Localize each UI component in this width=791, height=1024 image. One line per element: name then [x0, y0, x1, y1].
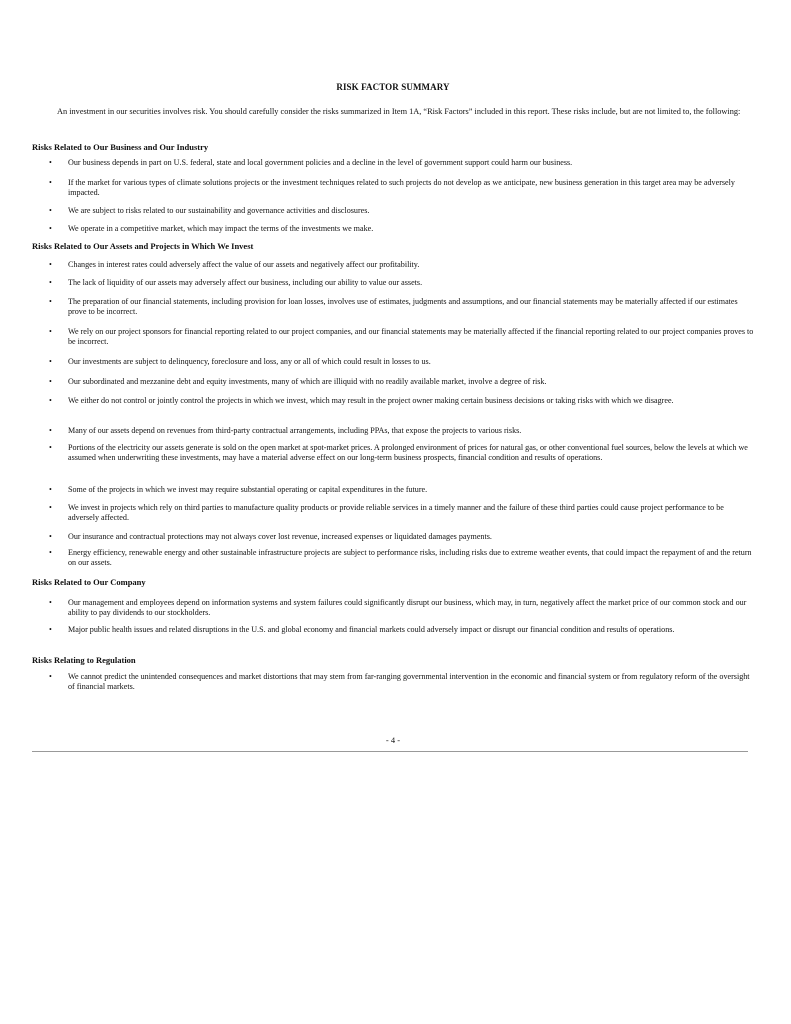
bullet-icon: • [49, 158, 52, 167]
bullet-icon: • [49, 625, 52, 634]
section-heading-regulation: Risks Relating to Regulation [32, 655, 136, 665]
section-heading-assets: Risks Related to Our Assets and Projects in Which We Invest [32, 241, 254, 251]
bullet-icon: • [49, 672, 52, 681]
intro-paragraph: An investment in our securities involves risk. You should carefully consider the risks summarized in Item 1A, “Risk Factors” included in this report. These risks include, but are not limited to, the following: [57, 107, 741, 116]
section-heading-company: Risks Related to Our Company [32, 577, 146, 587]
bullet-icon: • [49, 224, 52, 233]
bullet-icon: • [49, 443, 52, 452]
bullet-icon: • [49, 260, 52, 269]
bullet-icon: • [49, 357, 52, 366]
bullet-icon: • [49, 206, 52, 215]
bullet-icon: • [49, 598, 52, 607]
bullet-icon: • [49, 548, 52, 557]
bullet-icon: • [49, 178, 52, 187]
page-divider [32, 751, 748, 752]
document-page: RISK FACTOR SUMMARY An investment in our securities involves risk. You should carefully consider the risks summarized in Item 1A, “Risk Factors” included in this report. These risks include, but are not limited to, the following: Risks Related to Our Business and Our Industry • Our business depends in part on U.S. federal, state and local government policies and a decline in the level of government support could harm our business. • If the market for various types of climate solutions projects or the investment techniques related to such projects do not develop as we anticipate, new business generation in this target area may be adversely impacted. • We are subject to risks related to our sustainability and governance activities and disclosures. • We operate in a competitive market, which may impact the terms of the investments we make. Risks Related to Our Assets and Projects in Which We Invest • Changes in interest rates could adversely affect the value of our assets and negatively affect our profitability. • The lack of liquidity of our assets may adversely affect our business, including our ability to value our assets. • The preparation of our financial statements, including provision for loan losses, involves use of estimates, judgments and assumptions, and our financial statements may be materially affected if our estimates prove to be incorrect. • We rely on our project sponsors for financial reporting related to our project companies, and our financial statements may be materially affected if the financial reporting related to our project companies proves to be incorrect. • Our investments are subject to delinquency, foreclosure and loss, any or all of which could result in losses to us. • Our subordinated and mezzanine debt and equity investments, many of which are illiquid with no readily available market, involve a degree of risk. • We either do not control or jointly control the projects in which we invest, which may result in the project owner making certain business decisions or taking risks with which we disagree. • Many of our assets depend on revenues from third-party contractual arrangements, including PPAs, that expose the projects to various risks. • Portions of the electricity our assets generate is sold on the open market at spot-market prices. A prolonged environment of prices for natural gas, or other conventional fuel sources, below the levels at which we assumed when underwriting these investments, may have a material adverse effect on our long-term business prospects, financial condition and results of operations. • Some of the projects in which we invest may require substantial operating or capital expenditures in the future. • We invest in projects which rely on third parties to manufacture quality products or provide reliable services in a timely manner and the failure of these third parties could cause project performance to be adversely affected. • Our insurance and contractual protections may not always cover lost revenue, increased expenses or liquidated damages payments. • Energy efficiency, renewable energy and other sustainable infrastructure projects are subject to performance risks, including risks due to extreme weather events, that could impact the repayment of and the return on our assets. Risks Related to Our Company • Our management and employees depend on information systems and system failures could significantly disrupt our business, which may, in turn, negatively affect the market price of our common stock and our ability to pay dividends to our stockholders. • Major public health issues and related disruptions in the U.S. and global economy and financial markets could adversely impact or disrupt our financial condition and results of operations. Risks Relating to Regulation • We cannot predict the unintended consequences and market distortions that may stem from far-ranging governmental intervention in the economic and financial system or from regulatory reform of the oversight of financial markets. - 4 - [0, 0, 791, 1024]
bullet-icon: • [49, 278, 52, 287]
page-title: RISK FACTOR SUMMARY [336, 82, 450, 92]
bullet-icon: • [49, 503, 52, 512]
bullet-icon: • [49, 426, 52, 435]
bullet-icon: • [49, 327, 52, 336]
bullet-icon: • [49, 396, 52, 405]
bullet-icon: • [49, 297, 52, 306]
bullet-icon: • [49, 377, 52, 386]
page-number: - 4 - [385, 735, 401, 745]
bullet-icon: • [49, 485, 52, 494]
bullet-icon: • [49, 532, 52, 541]
section-heading-business: Risks Related to Our Business and Our Industry [32, 142, 209, 152]
